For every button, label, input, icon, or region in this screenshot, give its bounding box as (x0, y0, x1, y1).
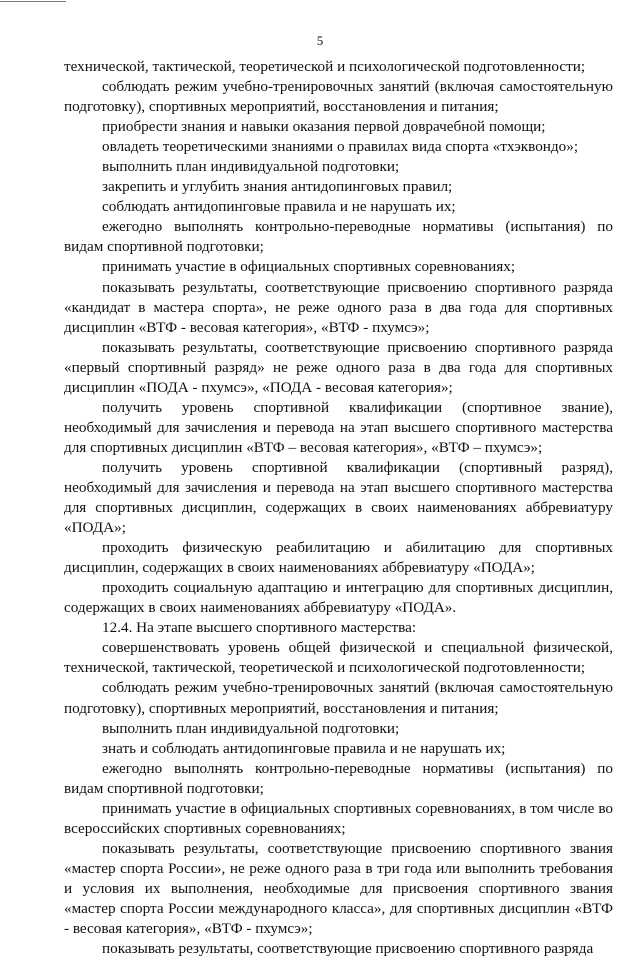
section-heading: 12.4. На этапе высшего спортивного мастерства: (102, 619, 417, 637)
paragraph: показывать результаты, соответствующие присвоению спортивного звания «мастер спорта России», не реже одного раза в три года или выполнить требования и условия их выполнения, необходимые для присвоения спортивного звания «мастер спорта России международного класса», для спортивных дисциплин «ВТФ - весовая категория», «ВТФ - пхумсэ»; (64, 839, 613, 938)
paragraph: проходить социальную адаптацию и интеграцию для спортивных дисциплин, содержащих в своих наименованиях аббревиатуру «ПОДА». (64, 579, 613, 617)
paragraph: показывать результаты, соответствующие присвоению спортивного разряда (102, 940, 594, 958)
paragraph: выполнить план индивидуальной подготовки; (102, 158, 400, 176)
paragraph: соблюдать режим учебно-тренировочных занятий (включая самостоятельную подготовку), спортивных мероприятий, восстановления и питания; (64, 679, 613, 717)
page-number: 5 (316, 33, 324, 48)
paragraph: закрепить и углубить знания антидопинговых правил; (102, 178, 453, 196)
paragraph: знать и соблюдать антидопинговые правила и не нарушать их; (102, 739, 506, 757)
scan-edge-mark (0, 1, 66, 2)
paragraph: выполнить план индивидуальной подготовки; (102, 719, 400, 737)
paragraph: получить уровень спортивной квалификации (спортивный разряд), необходимый для зачисления и перевода на этап высшего спортивного мастерства для спортивных дисциплин, содержащих в своих наименованиях аббревиатуру «ПОДА»; (64, 458, 613, 537)
paragraph: совершенствовать уровень общей физической и специальной физической, технической, тактической, теоретической и психологической подготовленности; (64, 639, 613, 677)
paragraph: соблюдать антидопинговые правила и не нарушать их; (102, 198, 456, 216)
paragraph: принимать участие в официальных спортивных соревнованиях, в том числе во всероссийских спортивных соревнованиях; (64, 799, 613, 837)
paragraph: соблюдать режим учебно-тренировочных занятий (включая самостоятельную подготовку), спортивных мероприятий, восстановления и питания; (64, 78, 613, 116)
paragraph: проходить физическую реабилитацию и абилитацию для спортивных дисциплин, содержащих в своих наименованиях аббревиатуру «ПОДА»; (64, 539, 613, 577)
paragraph: принимать участие в официальных спортивных соревнованиях; (102, 258, 516, 276)
paragraph: ежегодно выполнять контрольно-переводные нормативы (испытания) по видам спортивной подготовки; (64, 759, 613, 797)
paragraph: приобрести знания и навыки оказания первой доврачебной помощи; (102, 118, 546, 136)
body-text (64, 57, 613, 959)
paragraph: показывать результаты, соответствующие присвоению спортивного разряда «первый спортивный разряд» не реже одного раза в два года для спортивных дисциплин «ПОДА - пхумсэ», «ПОДА - весовая категория»; (64, 338, 613, 396)
paragraph: показывать результаты, соответствующие присвоению спортивного разряда «кандидат в мастера спорта», не реже одного раза в два года для спортивных дисциплин «ВТФ - весовая категория», «ВТФ - пхумсэ»; (64, 278, 613, 336)
paragraph-continuation: технической, тактической, теоретической и психологической подготовленности; (64, 58, 586, 75)
paragraph: ежегодно выполнять контрольно-переводные нормативы (испытания) по видам спортивной подготовки; (64, 218, 613, 256)
paragraph: овладеть теоретическими знаниями о правилах вида спорта «тхэквондо»; (102, 138, 579, 156)
paragraph: получить уровень спортивной квалификации (спортивное звание), необходимый для зачисления и перевода на этап высшего спортивного мастерства для спортивных дисциплин «ВТФ – весовая категория», «ВТФ – пхумсэ»; (64, 398, 613, 456)
